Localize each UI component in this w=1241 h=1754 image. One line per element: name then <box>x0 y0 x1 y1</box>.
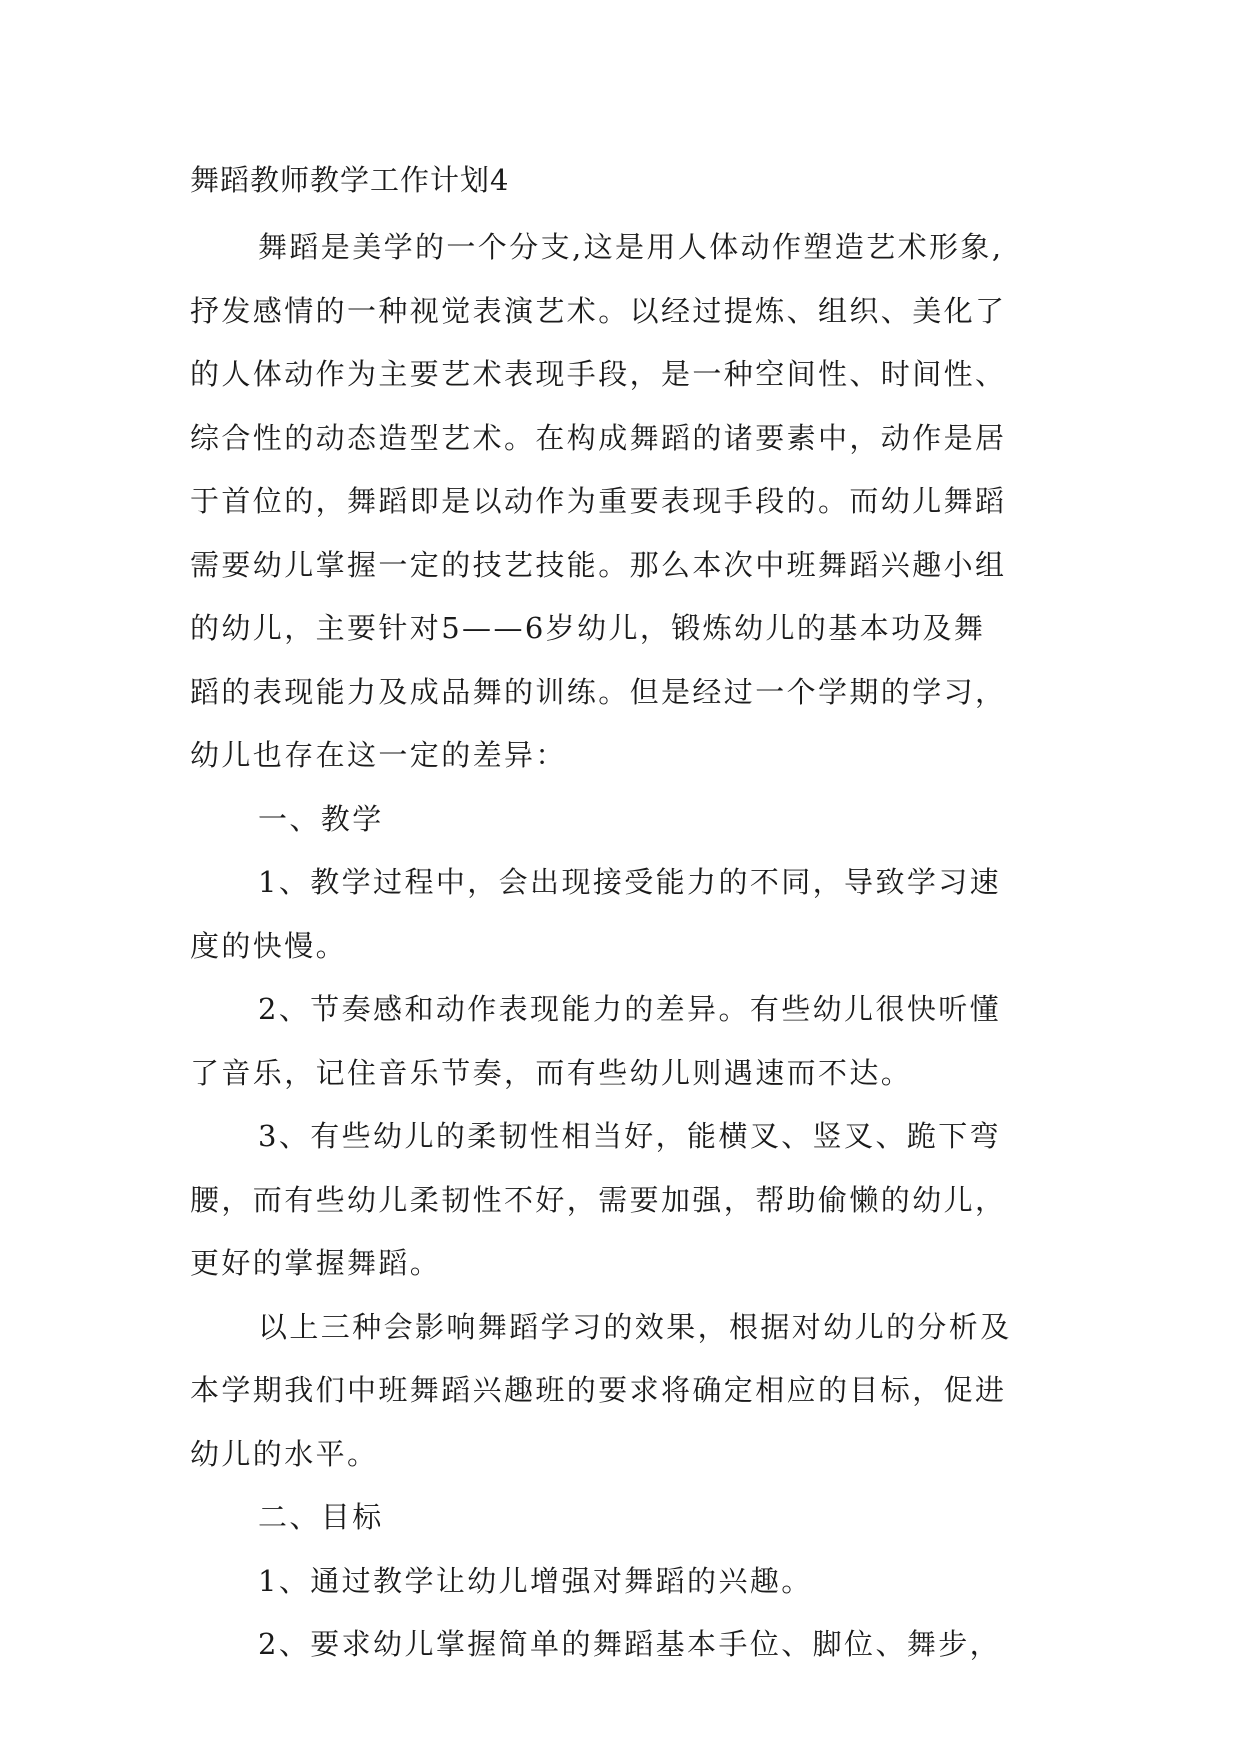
teaching-point-1: 1、教学过程中，会出现接受能力的不同，导致学习速 度的快慢。 <box>190 865 1002 963</box>
document-body <box>190 216 1058 1677</box>
intro-paragraph: 舞蹈是美学的一个分支,这是用人体动作塑造艺术形象, 抒发感情的一种视觉表演艺术。以经过提炼、组织、美化了 的人体动作为主要艺术表现手段，是一种空间性、时间性、 综合性的动态造型艺术。在构成舞蹈的诸要素中，动作是居 于首位的，舞蹈即是以动作为重要表现手段的。而幼儿舞蹈 需要幼儿掌握一定的技艺技能。那么本次中班舞蹈兴趣小组 的幼儿，主要针对5——6岁幼儿，锻炼幼儿的基本功及舞 蹈的表现能力及成品舞的训练。但是经过一个学期的学习， 幼儿也存在这一定的差异： <box>190 230 1007 772</box>
teaching-point-2: 2、节奏感和动作表现能力的差异。有些幼儿很快听懂 了音乐，记住音乐节奏，而有些幼儿则遇速而不达。 <box>190 992 1002 1090</box>
goal-point-2: 2、要求幼儿掌握简单的舞蹈基本手位、脚位、舞步， <box>258 1627 1002 1661</box>
document-title: 舞蹈教师教学工作计划4 <box>190 163 510 197</box>
section-heading-goals: 二、目标 <box>258 1500 384 1534</box>
goal-point-1: 1、通过教学让幼儿增强对舞蹈的兴趣。 <box>258 1563 813 1598</box>
teaching-point-3: 3、有些幼儿的柔韧性相当好，能横叉、竖叉、跪下弯 腰，而有些幼儿柔韧性不好，需要加强，帮助偷懒的幼儿， 更好的掌握舞蹈。 <box>190 1119 1007 1280</box>
summary-paragraph: 以上三种会影响舞蹈学习的效果，根据对幼儿的分析及 本学期我们中班舞蹈兴趣班的要求将确定相应的目标，促进 幼儿的水平。 <box>190 1309 1012 1471</box>
section-heading-teaching: 一、教学 <box>258 801 384 836</box>
